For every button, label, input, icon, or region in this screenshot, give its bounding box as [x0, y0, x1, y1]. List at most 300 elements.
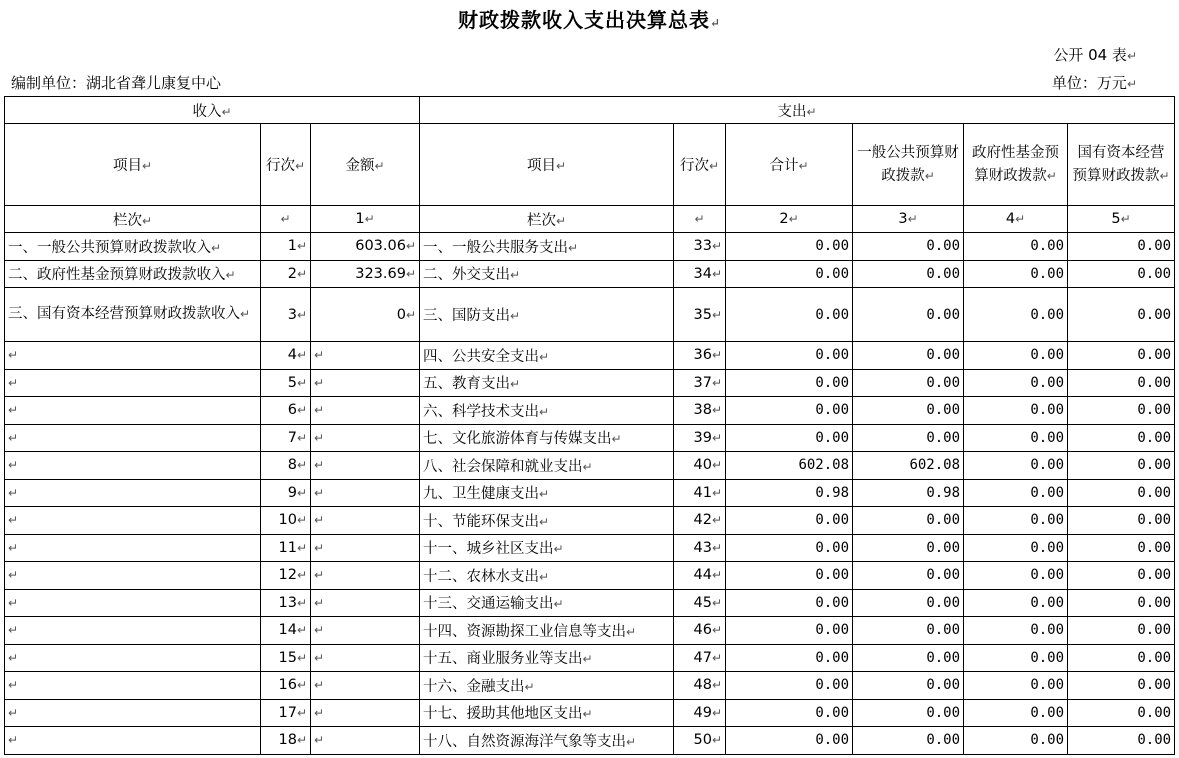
unit-label: 单位：万元↵	[1051, 74, 1137, 92]
expense-state-capital: 0.00	[1068, 562, 1175, 590]
return-mark-icon: ↵	[711, 650, 723, 665]
income-item	[5, 617, 261, 645]
return-mark-icon: ↵	[907, 212, 918, 226]
return-mark-icon: ↵	[296, 348, 307, 363]
expense-item: 十三、交通运输支出↵	[420, 589, 674, 617]
expense-total: 0.00	[726, 507, 853, 535]
return-mark-icon: ↵	[8, 540, 19, 555]
expense-state-capital: 0.00	[1068, 727, 1175, 755]
return-mark-icon: ↵	[296, 458, 307, 473]
expense-item: 十七、援助其他地区支出↵	[420, 699, 674, 727]
return-mark-icon: ↵	[296, 650, 307, 665]
income-amount	[311, 507, 420, 535]
income-line: 7↵	[261, 424, 311, 452]
return-mark-icon: ↵	[8, 650, 19, 665]
section-expense: 支出↵	[420, 97, 1175, 124]
return-mark-icon: ↵	[314, 678, 325, 693]
return-mark-icon: ↵	[296, 595, 307, 610]
income-line: 9↵	[261, 479, 311, 507]
income-amount: 603.06↵	[311, 233, 420, 261]
expense-total: 0.00	[726, 342, 853, 370]
table-row	[5, 534, 1175, 562]
expense-line: 42↵	[674, 507, 726, 535]
header-expense-item: 项目↵	[420, 124, 674, 206]
expense-item: 十八、自然资源海洋气象等支出↵	[420, 727, 674, 755]
return-mark-icon: ↵	[314, 403, 325, 418]
income-item	[5, 424, 261, 452]
expense-line: 34↵	[674, 260, 726, 288]
return-mark-icon: ↵	[405, 307, 417, 322]
form-number: 公开 04 表↵	[1053, 46, 1137, 64]
expense-total: 0.00	[726, 369, 853, 397]
expense-general-budget: 0.00	[853, 369, 964, 397]
expense-general-budget: 0.00	[853, 617, 964, 645]
expense-government-fund: 0.00	[964, 617, 1068, 645]
expense-total: 0.00	[726, 562, 853, 590]
return-mark-icon: ↵	[711, 623, 723, 638]
table-row	[5, 369, 1175, 397]
expense-item: 三、国防支出↵	[420, 288, 674, 342]
income-amount	[311, 699, 420, 727]
expense-government-fund: 0.00	[964, 424, 1068, 452]
expense-government-fund: 0.00	[964, 699, 1068, 727]
income-amount	[311, 424, 420, 452]
income-line: 11↵	[261, 534, 311, 562]
return-mark-icon: ↵	[582, 652, 593, 667]
return-mark-icon: ↵	[1126, 77, 1137, 91]
expense-general-budget: 602.08	[853, 452, 964, 480]
income-line: 4↵	[261, 342, 311, 370]
income-line: 15↵	[261, 644, 311, 672]
return-mark-icon: ↵	[510, 268, 521, 283]
expense-total: 0.00	[726, 699, 853, 727]
return-mark-icon: ↵	[221, 104, 232, 119]
expense-line: 36↵	[674, 342, 726, 370]
expense-line: 49↵	[674, 699, 726, 727]
table-row	[5, 562, 1175, 590]
return-mark-icon: ↵	[711, 458, 723, 473]
income-line: 17↵	[261, 699, 311, 727]
expense-item: 二、外交支出↵	[420, 260, 674, 288]
col-index-label: 栏次↵	[5, 206, 261, 233]
expense-government-fund: 0.00	[964, 644, 1068, 672]
return-mark-icon: ↵	[510, 309, 521, 323]
expense-government-fund: 0.00	[964, 369, 1068, 397]
return-mark-icon: ↵	[314, 568, 325, 583]
expense-line: 41↵	[674, 479, 726, 507]
return-mark-icon: ↵	[711, 348, 723, 363]
return-mark-icon: ↵	[296, 568, 307, 583]
return-mark-icon: ↵	[8, 595, 19, 610]
return-mark-icon: ↵	[626, 624, 637, 639]
expense-item: 十五、商业服务业等支出↵	[420, 644, 674, 672]
expense-government-fund: 0.00	[964, 507, 1068, 535]
col-index-expense-label: 栏次↵	[420, 206, 674, 233]
return-mark-icon: ↵	[711, 705, 723, 720]
expense-line: 48↵	[674, 672, 726, 700]
income-amount	[311, 479, 420, 507]
return-mark-icon: ↵	[296, 266, 307, 281]
expense-item: 六、科学技术支出↵	[420, 397, 674, 425]
expense-general-budget: 0.00	[853, 562, 964, 590]
table-row	[5, 479, 1175, 507]
page-title: 财政拨款收入支出决算总表↵	[457, 8, 722, 32]
expense-total: 0.00	[726, 397, 853, 425]
return-mark-icon: ↵	[296, 307, 307, 322]
return-mark-icon: ↵	[314, 650, 325, 665]
expense-item: 四、公共安全支出↵	[420, 342, 674, 370]
expense-total: 0.00	[726, 424, 853, 452]
return-mark-icon: ↵	[711, 375, 723, 390]
expense-general-budget: 0.00	[853, 233, 964, 261]
org-label: 编制单位：湖北省聋儿康复中心	[11, 74, 222, 92]
income-amount	[311, 644, 420, 672]
expense-total: 0.00	[726, 617, 853, 645]
return-mark-icon: ↵	[296, 485, 307, 500]
return-mark-icon: ↵	[711, 568, 723, 583]
income-item	[5, 479, 261, 507]
header-state-capital: 国有资本经营预算财政拨款↵	[1068, 124, 1175, 206]
income-amount	[311, 534, 420, 562]
expense-line: 40↵	[674, 452, 726, 480]
expense-government-fund: 0.00	[964, 562, 1068, 590]
return-mark-icon: ↵	[405, 239, 417, 254]
expense-line: 50↵	[674, 727, 726, 755]
return-mark-icon: ↵	[539, 487, 550, 502]
return-mark-icon: ↵	[314, 375, 325, 390]
col-index-4: 4↵	[964, 206, 1068, 233]
expense-state-capital: 0.00	[1068, 479, 1175, 507]
expense-government-fund: 0.00	[964, 534, 1068, 562]
table-row	[5, 727, 1175, 755]
return-mark-icon: ↵	[314, 623, 325, 638]
col-index-1: 1↵	[311, 206, 420, 233]
return-mark-icon: ↵	[314, 458, 325, 473]
return-mark-icon: ↵	[553, 597, 564, 612]
income-amount	[311, 369, 420, 397]
expense-state-capital: 0.00	[1068, 507, 1175, 535]
expense-state-capital: 0.00	[1068, 699, 1175, 727]
return-mark-icon: ↵	[711, 540, 723, 555]
income-amount	[311, 589, 420, 617]
expense-government-fund: 0.00	[964, 589, 1068, 617]
return-mark-icon: ↵	[539, 569, 550, 584]
income-item	[5, 589, 261, 617]
expense-total: 602.08	[726, 452, 853, 480]
expense-state-capital: 0.00	[1068, 617, 1175, 645]
return-mark-icon: ↵	[1046, 168, 1057, 183]
income-line: 1↵	[261, 233, 311, 261]
income-item	[5, 534, 261, 562]
expense-general-budget: 0.00	[853, 699, 964, 727]
return-mark-icon: ↵	[374, 159, 385, 173]
return-mark-icon: ↵	[280, 212, 291, 226]
expense-state-capital: 0.00	[1068, 589, 1175, 617]
expense-line: 46↵	[674, 617, 726, 645]
return-mark-icon: ↵	[8, 568, 19, 583]
return-mark-icon: ↵	[314, 705, 325, 720]
column-index-row	[5, 206, 1175, 233]
section-income: 收入↵	[5, 97, 420, 124]
return-mark-icon: ↵	[1159, 168, 1170, 183]
header-income-item: 项目↵	[5, 124, 261, 206]
return-mark-icon: ↵	[582, 459, 593, 474]
return-mark-icon: ↵	[788, 212, 799, 226]
return-mark-icon: ↵	[711, 239, 723, 254]
income-amount	[311, 562, 420, 590]
return-mark-icon: ↵	[8, 348, 19, 363]
income-line: 6↵	[261, 397, 311, 425]
expense-item: 十四、资源勘探工业信息等支出↵	[420, 617, 674, 645]
return-mark-icon: ↵	[8, 430, 19, 445]
expense-total: 0.00	[726, 589, 853, 617]
return-mark-icon: ↵	[8, 678, 19, 693]
col-index-expense-line	[674, 206, 726, 233]
expense-total: 0.00	[726, 260, 853, 288]
income-amount	[311, 397, 420, 425]
expense-state-capital: 0.00	[1068, 672, 1175, 700]
income-item	[5, 507, 261, 535]
return-mark-icon: ↵	[510, 377, 521, 392]
return-mark-icon: ↵	[524, 679, 535, 694]
return-mark-icon: ↵	[1120, 212, 1131, 226]
expense-state-capital: 0.00	[1068, 260, 1175, 288]
expense-total: 0.00	[726, 727, 853, 755]
expense-item: 十二、农林水支出↵	[420, 562, 674, 590]
income-line: 14↵	[261, 617, 311, 645]
return-mark-icon: ↵	[296, 430, 307, 445]
expense-item: 八、社会保障和就业支出↵	[420, 452, 674, 480]
expense-general-budget: 0.00	[853, 260, 964, 288]
section-header-row	[5, 97, 1175, 124]
return-mark-icon: ↵	[314, 485, 325, 500]
expense-line: 44↵	[674, 562, 726, 590]
income-amount	[311, 617, 420, 645]
table-row	[5, 342, 1175, 370]
expense-total: 0.00	[726, 672, 853, 700]
expense-general-budget: 0.00	[853, 288, 964, 342]
header-income-amount: 金额↵	[311, 124, 420, 206]
return-mark-icon: ↵	[8, 375, 19, 390]
income-line: 13↵	[261, 589, 311, 617]
header-general-budget: 一般公共预算财政拨款↵	[853, 124, 964, 206]
header-total: 合计↵	[726, 124, 853, 206]
return-mark-icon: ↵	[539, 404, 550, 419]
return-mark-icon: ↵	[8, 485, 19, 500]
expense-item: 九、卫生健康支出↵	[420, 479, 674, 507]
return-mark-icon: ↵	[1126, 49, 1137, 63]
header-income-line: 行次↵	[261, 124, 311, 206]
income-item	[5, 672, 261, 700]
expense-general-budget: 0.00	[853, 727, 964, 755]
return-mark-icon: ↵	[314, 430, 325, 445]
expense-state-capital: 0.00	[1068, 288, 1175, 342]
expense-line: 33↵	[674, 233, 726, 261]
return-mark-icon: ↵	[553, 542, 564, 557]
return-mark-icon: ↵	[711, 485, 723, 500]
expense-state-capital: 0.00	[1068, 452, 1175, 480]
return-mark-icon: ↵	[405, 266, 417, 281]
expense-item: 七、文化旅游体育与传媒支出↵	[420, 424, 674, 452]
return-mark-icon: ↵	[711, 266, 723, 281]
return-mark-icon: ↵	[8, 513, 19, 528]
return-mark-icon: ↵	[556, 213, 567, 228]
col-index-5: 5↵	[1068, 206, 1175, 233]
return-mark-icon: ↵	[8, 733, 19, 748]
income-item	[5, 397, 261, 425]
income-line: 12↵	[261, 562, 311, 590]
return-mark-icon: ↵	[314, 540, 325, 555]
expense-state-capital: 0.00	[1068, 534, 1175, 562]
return-mark-icon: ↵	[211, 240, 222, 255]
income-line: 8↵	[261, 452, 311, 480]
expense-general-budget: 0.98	[853, 479, 964, 507]
income-line: 18↵	[261, 727, 311, 755]
table-row	[5, 288, 1175, 342]
income-item	[5, 369, 261, 397]
return-mark-icon: ↵	[798, 159, 809, 173]
return-mark-icon: ↵	[582, 707, 593, 722]
return-mark-icon: ↵	[296, 705, 307, 720]
expense-total: 0.00	[726, 233, 853, 261]
return-mark-icon: ↵	[296, 513, 307, 528]
expense-general-budget: 0.00	[853, 424, 964, 452]
return-mark-icon: ↵	[924, 168, 935, 183]
expense-line: 38↵	[674, 397, 726, 425]
income-amount: 323.69↵	[311, 260, 420, 288]
return-mark-icon: ↵	[806, 104, 817, 119]
return-mark-icon: ↵	[314, 595, 325, 610]
income-item	[5, 342, 261, 370]
table-row	[5, 424, 1175, 452]
expense-government-fund: 0.00	[964, 672, 1068, 700]
expense-line: 45↵	[674, 589, 726, 617]
return-mark-icon: ↵	[556, 159, 567, 173]
expense-total: 0.00	[726, 288, 853, 342]
expense-government-fund: 0.00	[964, 727, 1068, 755]
table-row	[5, 617, 1175, 645]
income-amount: 0↵	[311, 288, 420, 342]
return-mark-icon: ↵	[694, 212, 705, 226]
expense-line: 35↵	[674, 288, 726, 342]
expense-line: 39↵	[674, 424, 726, 452]
income-line: 16↵	[261, 672, 311, 700]
income-amount	[311, 342, 420, 370]
table-row	[5, 452, 1175, 480]
col-index-2: 2↵	[726, 206, 853, 233]
return-mark-icon: ↵	[711, 403, 723, 418]
return-mark-icon: ↵	[626, 734, 637, 749]
return-mark-icon: ↵	[1015, 212, 1026, 226]
expense-item: 五、教育支出↵	[420, 369, 674, 397]
expense-general-budget: 0.00	[853, 534, 964, 562]
table-row	[5, 672, 1175, 700]
return-mark-icon: ↵	[539, 514, 550, 529]
income-item	[5, 452, 261, 480]
income-line: 10↵	[261, 507, 311, 535]
expense-general-budget: 0.00	[853, 507, 964, 535]
return-mark-icon: ↵	[568, 240, 579, 255]
income-item	[5, 699, 261, 727]
header-expense-line: 行次↵	[674, 124, 726, 206]
expense-general-budget: 0.00	[853, 397, 964, 425]
income-item	[5, 727, 261, 755]
return-mark-icon: ↵	[240, 307, 251, 321]
expense-government-fund: 0.00	[964, 342, 1068, 370]
income-item	[5, 562, 261, 590]
return-mark-icon: ↵	[296, 403, 307, 418]
table-row	[5, 260, 1175, 288]
return-mark-icon: ↵	[296, 540, 307, 555]
return-mark-icon: ↵	[296, 375, 307, 390]
return-mark-icon: ↵	[141, 159, 153, 173]
return-mark-icon: ↵	[8, 458, 19, 473]
return-mark-icon: ↵	[709, 16, 722, 30]
table-row	[5, 233, 1175, 261]
return-mark-icon: ↵	[296, 623, 307, 638]
return-mark-icon: ↵	[296, 733, 307, 748]
expense-total: 0.00	[726, 644, 853, 672]
return-mark-icon: ↵	[709, 159, 720, 173]
expense-general-budget: 0.00	[853, 644, 964, 672]
return-mark-icon: ↵	[711, 733, 723, 748]
expense-state-capital: 0.00	[1068, 369, 1175, 397]
report-table	[4, 96, 1175, 755]
return-mark-icon: ↵	[711, 513, 723, 528]
expense-government-fund: 0.00	[964, 260, 1068, 288]
expense-general-budget: 0.00	[853, 672, 964, 700]
expense-state-capital: 0.00	[1068, 424, 1175, 452]
expense-government-fund: 0.00	[964, 288, 1068, 342]
income-line: 2↵	[261, 260, 311, 288]
expense-item: 十、节能环保支出↵	[420, 507, 674, 535]
expense-state-capital: 0.00	[1068, 342, 1175, 370]
table-row	[5, 589, 1175, 617]
return-mark-icon: ↵	[611, 432, 622, 447]
return-mark-icon: ↵	[711, 430, 723, 445]
return-mark-icon: ↵	[8, 705, 19, 720]
return-mark-icon: ↵	[364, 212, 375, 226]
expense-state-capital: 0.00	[1068, 644, 1175, 672]
col-index-line	[261, 206, 311, 233]
income-item	[5, 644, 261, 672]
return-mark-icon: ↵	[296, 239, 307, 254]
return-mark-icon: ↵	[8, 623, 19, 638]
return-mark-icon: ↵	[539, 349, 550, 364]
table-row	[5, 507, 1175, 535]
return-mark-icon: ↵	[711, 595, 723, 610]
return-mark-icon: ↵	[225, 268, 236, 283]
income-item: 一、一般公共预算财政拨款收入↵	[5, 233, 261, 261]
return-mark-icon: ↵	[314, 513, 325, 528]
expense-item: 一、一般公共服务支出↵	[420, 233, 674, 261]
expense-government-fund: 0.00	[964, 397, 1068, 425]
expense-item: 十六、金融支出↵	[420, 672, 674, 700]
expense-state-capital: 0.00	[1068, 233, 1175, 261]
table-row	[5, 644, 1175, 672]
expense-government-fund: 0.00	[964, 233, 1068, 261]
return-mark-icon: ↵	[711, 678, 723, 693]
header-government-fund: 政府性基金预算财政拨款↵	[964, 124, 1068, 206]
expense-line: 43↵	[674, 534, 726, 562]
expense-line: 37↵	[674, 369, 726, 397]
income-line: 5↵	[261, 369, 311, 397]
return-mark-icon: ↵	[296, 678, 307, 693]
return-mark-icon: ↵	[8, 403, 19, 418]
expense-government-fund: 0.00	[964, 452, 1068, 480]
expense-line: 47↵	[674, 644, 726, 672]
return-mark-icon: ↵	[314, 348, 325, 363]
